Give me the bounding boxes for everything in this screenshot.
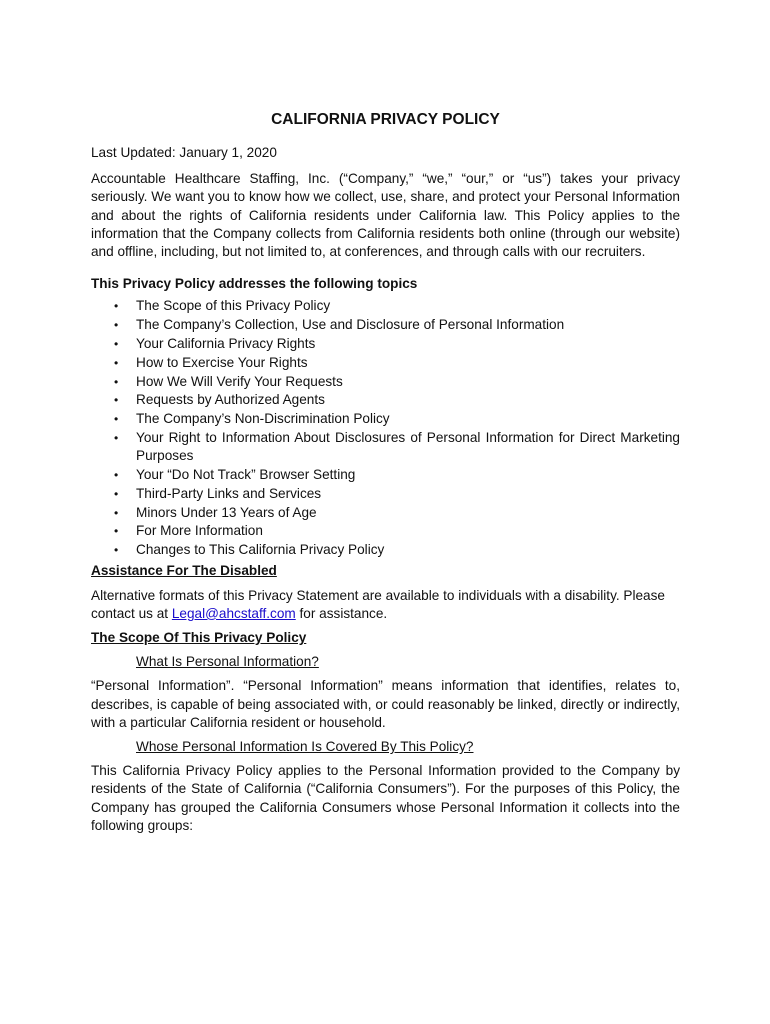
page-title: CALIFORNIA PRIVACY POLICY: [271, 111, 500, 128]
topic-item: [91, 297, 680, 315]
bullet-icon: •: [114, 299, 119, 314]
bullet-icon: •: [114, 468, 119, 482]
topic-item: [91, 485, 680, 503]
topic-item: [91, 373, 680, 391]
bullet-icon: •: [114, 374, 119, 389]
topic-text: The Company’s Collection, Use and Disclosure of Personal Information: [136, 317, 565, 333]
bullet-icon: •: [114, 486, 119, 501]
assistance-heading: Assistance For The Disabled: [91, 563, 277, 579]
bullet-icon: •: [114, 431, 119, 445]
bullet-icon: •: [114, 355, 119, 370]
last-updated: Last Updated: January 1, 2020: [91, 145, 277, 160]
topic-item: [91, 504, 680, 522]
topics-list: [91, 297, 680, 559]
topic-text: How We Will Verify Your Requests: [136, 373, 343, 389]
intro-paragraph: Accountable Healthcare Staffing, Inc. (“Company,” “we,” “our,” or “us”) takes your privacy seriously. We want you to know how we collect, use, share, and protect your Personal Information and about the rights of California residents under California law. This Policy applies to the information that the Company collects from California residents both online (through our website) and offline, including, but not limited to, at conferences, and through calls with our recruiters.: [91, 171, 680, 260]
topic-text: Your “Do Not Track” Browser Setting: [136, 467, 356, 482]
bullet-icon: •: [114, 505, 119, 520]
topic-item: [91, 429, 680, 465]
topic-item: [91, 522, 680, 540]
topic-text: How to Exercise Your Rights: [136, 354, 308, 370]
topic-text: The Scope of this Privacy Policy: [136, 298, 331, 314]
legal-email-link[interactable]: Legal@ahcstaff.com: [171, 605, 296, 621]
topic-item: [91, 391, 680, 409]
bullet-icon: •: [114, 543, 119, 558]
topic-text: Changes to This California Privacy Policy: [136, 542, 385, 558]
topic-text: Your California Privacy Rights: [136, 336, 316, 352]
document-body: [91, 110, 680, 835]
topic-text: Requests by Authorized Agents: [136, 392, 325, 408]
scope-subheading-personal-info: What Is Personal Information?: [136, 654, 319, 670]
topic-text: Third-Party Links and Services: [136, 485, 322, 501]
topic-text: Minors Under 13 Years of Age: [136, 504, 317, 520]
topic-text: The Company’s Non-Discrimination Policy: [136, 411, 390, 427]
topic-item: [91, 466, 680, 484]
bullet-icon: •: [114, 318, 119, 333]
topic-item: [91, 541, 680, 559]
topic-item: [91, 316, 680, 334]
assistance-text-after: for assistance.: [295, 605, 388, 621]
topic-text: For More Information: [136, 523, 263, 539]
topics-heading: This Privacy Policy addresses the following topics: [91, 276, 418, 292]
assistance-paragraph: [91, 587, 680, 623]
scope-heading: The Scope Of This Privacy Policy: [91, 630, 307, 645]
personal-info-definition: “Personal Information”. “Personal Information” means information that identifies, relates to, describes, is capable of being associated with, or could reasonably be linked, directly or indirectly, with a particular California resident or household.: [91, 678, 680, 730]
scope-subheading-whose-info: Whose Personal Information Is Covered By This Policy?: [136, 739, 474, 755]
topic-item: [91, 410, 680, 428]
assistance-text-before: Alternative formats of this Privacy Statement are available to individuals with a disability. Please contact us at: [91, 587, 665, 621]
bullet-icon: •: [114, 393, 119, 408]
bullet-icon: •: [114, 337, 119, 352]
topic-item: [91, 354, 680, 372]
bullet-icon: •: [114, 524, 119, 539]
bullet-icon: •: [114, 412, 119, 427]
topic-item: [91, 335, 680, 353]
topic-text: Your Right to Information About Disclosures of Personal Information for Direct Marketing Purposes: [136, 430, 680, 464]
california-consumers-paragraph: This California Privacy Policy applies to the Personal Information provided to the Company by residents of the State of California (“California Consumers”). For the purposes of this Policy, the Company has grouped the California Consumers whose Personal Information it collects into the following groups:: [91, 763, 680, 833]
